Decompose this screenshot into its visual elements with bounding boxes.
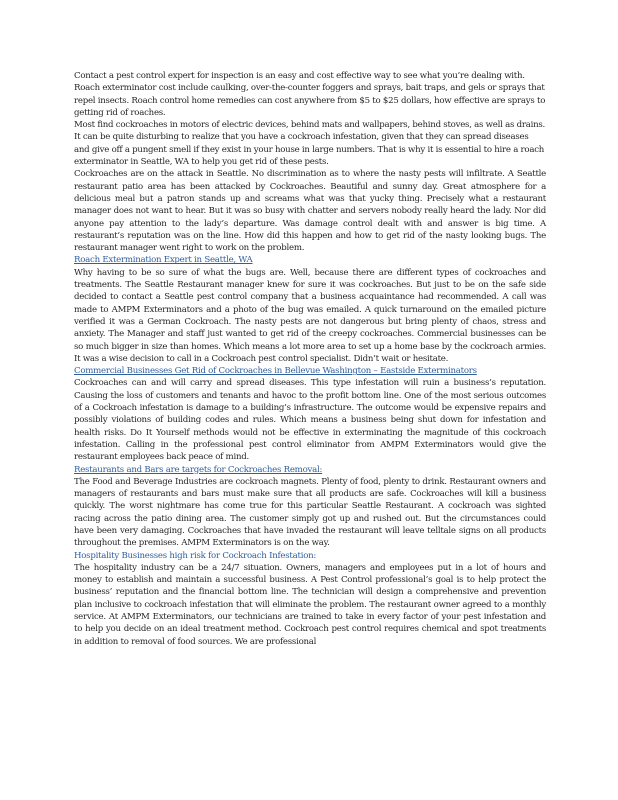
document-page [74, 70, 546, 648]
paragraph-identify-bugs: Why having to be so sure of what the bugs are. Well, because there are different types of cockroaches and treatments. The Seattle Restaurant manager knew for sure it was cockroaches. But just to be on the safe side decided to contact a Seattle pest control company that a business acquaintance had recommended. A call was made to AMPM Exterminators and a photo of the bug was emailed. A quick turnaround on the emailed picture verified it was a German Cockroach. The nasty pests are not dangerous but bring plenty of chaos, stress and anxiety. The Manager and staff just wanted to get rid of the creepy cockroaches. Commercial businesses can be so much bigger in size than homes. Which means a lot more area to set up a home base by the cockroach armies. It was a wise decision to call in a Cockroach pest control specialist. Didn’t wait or hesitate. [74, 267, 546, 364]
link-commercial-businesses-bellevue[interactable]: Commercial Businesses Get Rid of Cockroaches in Bellevue Washington – Eastside Exterminators [74, 366, 477, 377]
link-restaurants-and-bars[interactable]: Restaurants and Bars are targets for Cockroaches Removal: [74, 464, 323, 475]
paragraph-hospitality-industry: The hospitality industry can be a 24/7 situation. Owners, managers and employees put in a lot of hours and money to establish and maintain a successful business. A Pest Control professional’s goal is to help protect the business’ reputation and the financial bottom line. The technician will design a comprehensive and prevention plan inclusive to cockroach infestation that will eliminate the problem. The restaurant owner agreed to a monthly service. At AMPM Exterminators, our technicians are trained to take in every factor of your pest infestation and to help you decide on an ideal treatment method. Cockroach pest control requires chemical and spot treatments in addition to removal of food sources. We are professional [74, 562, 546, 647]
paragraph-diseases: Cockroaches can and will carry and spread diseases. This type infestation will ruin a business’s reputation. Causing the loss of customers and tenants and havoc to the profit bottom line. One of the most serious outcomes of a Cockroach infestation is damage to a building’s infrastructure. The outcome would be expensive repairs and possibly violations of building codes and rules. Which means a business being shut down for infestation and health risks. Do It Yourself methods would not be effective in exterminating the magnitude of this cockroach infestation. Calling in the professional pest control eliminator from AMPM Exterminators would give the restaurant employees back peace of mind. [74, 378, 546, 463]
paragraph-seattle-attack: Cockroaches are on the attack in Seattle. No discrimination as to where the nasty pests will infiltrate. A Seattle restaurant patio area has been attacked by Cockroaches. Beautiful and sunny day. Great atmosphere for a delicious meal but a patron stands up and screams what was that yucky thing. Precisely what a restaurant manager does not want to hear. But it was so busy with chatter and servers nobody really heard the lady. Nor did anyone pay attention to the lady’s departure. Was damage control dealt with and answer is big time. A restaurant’s reputation was on the line. How did this happen and how to get rid of the nasty looking bugs. The restaurant manager went right to work on the problem. [74, 169, 546, 254]
heading-hospitality-businesses: Hospitality Businesses high risk for Cockroach Infestation: [74, 550, 317, 561]
paragraph-food-beverage: The Food and Beverage Industries are cockroach magnets. Plenty of food, plenty to drink. Restaurant owners and managers of restaurants and bars must make sure that all products are safe. Cockroaches will kill a business quickly. The worst nightmare has come true for this particular Seattle Restaurant. A cockroach was sighted racing across the patio dining area. The customer simply got up and rushed out. But the circumstances could have been very damaging. Cockroaches that have invaded the restaurant will leave telltale signs on all products throughout the premises. AMPM Exterminators is on the way. [74, 476, 546, 549]
link-roach-extermination-expert[interactable]: Roach Extermination Expert in Seattle, WA [74, 255, 253, 266]
paragraph-where-found: Most find cockroaches in motors of electric devices, behind mats and wallpapers, behind stoves, as well as drains. It can be quite disturbing to realize that you have a cockroach infestation, given that they can spread diseases and give off a pungent smell if they exist in your house in large numbers. That is why it is essential to hire a roach exterminator in Seattle, WA to help you get rid of these pests. [74, 120, 546, 168]
paragraph-intro-cost: Contact a pest control expert for inspection is an easy and cost effective way to see what you’re dealing with. Roach exterminator cost include caulking, over-the-counter foggers and sprays, bait traps, and gels or sprays that repel insects. Roach control home remedies can cost anywhere from $5 to $25 dollars, how effective are sprays to getting rid of roaches. [74, 71, 546, 118]
